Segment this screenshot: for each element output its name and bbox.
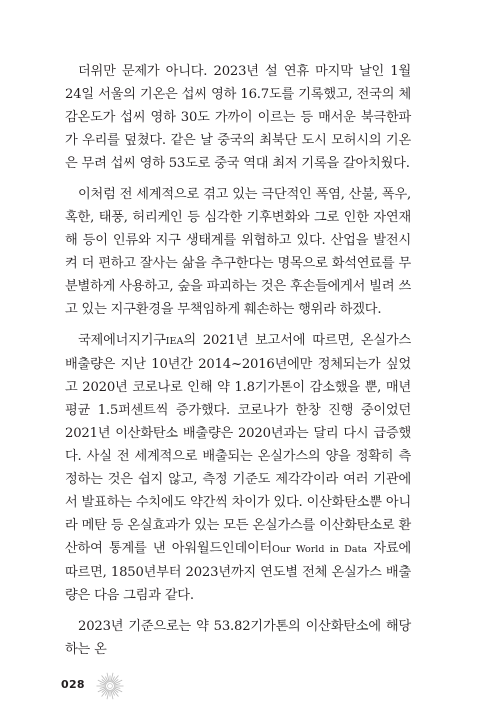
paragraph-3-text-c: 자료에 따르면, 1850년부터 2023년까지 연도별 전체 온실가스 배출량은 다음 그림과 같다. xyxy=(65,541,411,603)
paragraph-1: 더위만 문제가 아니다. 2023년 설 연휴 마지막 날인 1월 24일 서울의 기온은 섭씨 영하 16.7도를 기록했고, 전국의 체감온도가 섭씨 영하 30도 가까이 이르는 등 매서운 북극한파가 우리를 덮쳤다. 같은 날 중국의 최북단 도시 모허시의 기온은 무려 섭씨 영하 53도로 중국 역대 최저 기록을 갈아치웠다. xyxy=(65,64,411,171)
paragraph-3 xyxy=(65,329,411,607)
body-text xyxy=(65,60,411,669)
paragraph-3-text-a: 국제에너지기구 xyxy=(78,333,166,348)
iea-abbreviation: IEA xyxy=(165,336,184,347)
paragraph-4: 2023년 기준으로는 약 53.82기가톤의 이산화탄소에 해당하는 온 xyxy=(65,619,411,657)
page-footer xyxy=(61,671,181,701)
page-number: 028 xyxy=(61,678,85,691)
owid-english-name: Our World in Data xyxy=(272,544,368,555)
sunburst-ornament-icon xyxy=(95,671,125,701)
paragraph-2: 이처럼 전 세계적으로 겪고 있는 극단적인 폭염, 산불, 폭우, 혹한, 태풍, 허리케인 등 심각한 기후변화와 그로 인한 자연재해 등이 인류와 지구 생태계를 위협하고 있다. 산업을 발전시켜 더 편하고 잘사는 삶을 추구한다는 명목으로 화석연료를 무분별하게 사용하고, 숲을 파괴하는 것은 후손들에게서 빌려 쓰고 있는 지구환경을 무책임하게 훼손하는 행위라 하겠다. xyxy=(65,187,411,317)
paragraph-3-text-b: 의 2021년 보고서에 따르면, 온실가스 배출량은 지난 10년간 2014~2016년에만 정체되는가 싶었고 2020년 코로나로 인해 약 1.8기가톤이 감소했을 뿐, 매년 평균 1.5퍼센트씩 증가했다. 코로나가 한창 진행 중이었던 2021년 이산화탄소 배출량은 2020년과는 달리 다시 급증했다. 사실 전 세계적으로 배출되는 온실가스의 양을 정확히 측정하는 것은 쉽지 않고, 측정 기준도 제각각이라 여러 기관에서 발표하는 수치에도 약간씩 차이가 있다. 이산화탄소뿐 아니라 메탄 등 온실효과가 있는 모든 온실가스를 이산화탄소로 환산하여 통계를 낸 아워월드인데이터 xyxy=(65,333,411,556)
